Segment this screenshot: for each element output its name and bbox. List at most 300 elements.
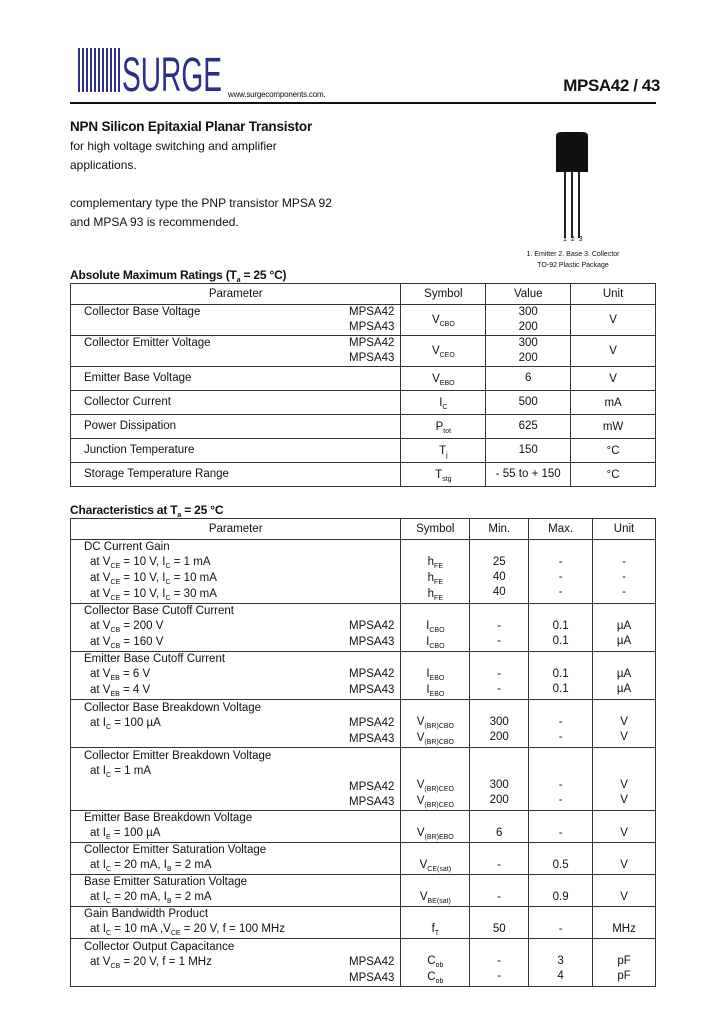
param-cell: [71, 652, 401, 700]
abs-max-table: [70, 283, 656, 487]
condition-text: [84, 826, 160, 842]
table-row: [71, 604, 656, 652]
param-label: Collector Emitter Voltage: [84, 337, 211, 349]
spacer: [401, 907, 469, 922]
symbol-cell: [401, 652, 470, 700]
value-cell: [486, 463, 571, 487]
condition-segment: = 4 V: [119, 684, 151, 696]
col-value: Value: [486, 284, 571, 305]
condition-text: [84, 890, 212, 906]
symbol-letter: I: [426, 636, 430, 648]
max-value: -: [558, 794, 563, 806]
spacer: [593, 604, 655, 619]
param-cell: [71, 843, 401, 875]
param-label: Junction Temperature: [84, 444, 195, 456]
unit-value: pF: [617, 970, 631, 982]
condition-line: [84, 635, 400, 651]
condition-segment: at V: [90, 955, 111, 968]
spacer: [529, 875, 592, 890]
condition-segment: at V: [90, 556, 111, 568]
condition-text: [84, 764, 151, 780]
max-value: -: [558, 731, 563, 743]
value-text: 200: [518, 352, 538, 364]
symbol-subscript: C: [442, 403, 448, 411]
symbol-line: [401, 826, 469, 842]
symbol-line: [401, 619, 469, 635]
symbol-line: [401, 555, 469, 571]
max-value: 4: [557, 970, 564, 982]
condition-segment: at I: [90, 859, 106, 871]
device-title: NPN Silicon Epitaxial Planar Transistor: [70, 119, 313, 134]
param-cell: [71, 336, 401, 367]
symbol-subscript: (BR)CEO: [424, 802, 454, 809]
symbol-subscript: (BR)CBO: [424, 723, 454, 730]
param-label: Collector Base Voltage: [84, 306, 201, 318]
condition-segment: = 10 mA ,V: [111, 923, 171, 935]
param-title: Collector Emitter Saturation Voltage: [84, 844, 267, 856]
spacer: [529, 748, 592, 763]
table-row: [71, 843, 656, 875]
symbol-letter: V: [416, 827, 425, 839]
condition-line: [84, 764, 400, 780]
symbol-subscript: CBO: [429, 627, 445, 634]
unit-value: -: [622, 556, 626, 568]
symbol-line: [401, 763, 469, 778]
unit-cell: °C: [571, 463, 656, 487]
symbol-cell: [401, 907, 470, 939]
symbol-letter: h: [427, 572, 435, 584]
condition-segment: = 10 mA: [170, 572, 217, 584]
condition-line: [84, 971, 400, 986]
symbol-subscript: FE: [434, 579, 443, 586]
variant-label: MPSA43: [348, 636, 395, 648]
symbol-line: [401, 954, 469, 970]
condition-text: [84, 635, 163, 651]
symbol-subscript: stg: [442, 475, 452, 483]
variant-label: MPSA43: [349, 321, 395, 333]
symbol-subscript: EBO: [429, 691, 445, 698]
condition-text: [84, 587, 217, 603]
spacer: [593, 748, 655, 763]
symbol-letter: I: [426, 668, 430, 680]
condition-segment: = 20 V, f = 100 MHz: [180, 923, 285, 935]
table-row: [71, 463, 656, 487]
spacer: [401, 604, 469, 619]
table-row: [71, 748, 656, 811]
max-value: -: [558, 827, 563, 839]
param-cell: [71, 463, 401, 487]
table-row: [71, 907, 656, 939]
table-row: [71, 652, 656, 700]
spacer: [529, 700, 592, 715]
subscript: C: [165, 595, 171, 602]
condition-line: [84, 555, 400, 571]
symbol-line: [401, 587, 469, 603]
condition-line: [84, 716, 400, 732]
symbol-cell: [401, 875, 470, 907]
symbol-cell: [401, 367, 486, 391]
subscript: CE: [110, 563, 121, 570]
param-cell: [71, 748, 401, 811]
unit-value: -: [622, 571, 626, 583]
variant-label: MPSA42: [348, 780, 395, 793]
max-cell: [529, 907, 593, 939]
symbol-line: [401, 683, 469, 699]
unit-value: [593, 763, 655, 778]
col-parameter: Parameter: [71, 284, 401, 305]
condition-line: [84, 587, 400, 603]
condition-text: [84, 922, 285, 938]
value-text: 6: [525, 372, 532, 384]
symbol-cell: [401, 540, 470, 604]
unit-cell: [593, 811, 656, 843]
min-cell: [470, 748, 529, 811]
max-cell: [529, 875, 593, 907]
characteristics-title: Characteristics at $T_a = 25$ °C: [70, 503, 224, 519]
max-value: 0.1: [552, 620, 569, 632]
unit-value: MHz: [612, 923, 636, 935]
symbol-line: [401, 890, 469, 906]
col-symbol: Symbol: [401, 284, 486, 305]
min-cell: [470, 540, 529, 604]
unit-value: V: [620, 859, 628, 871]
col-max: Max.: [529, 519, 593, 540]
table-header-row: [71, 519, 656, 540]
condition-line: [84, 683, 400, 699]
condition-segment: = 20 V, f = 1 MHz: [120, 955, 212, 968]
unit-cell: [593, 540, 656, 604]
symbol-subscript: (BR)EBO: [424, 834, 454, 841]
symbol-letter: I: [439, 396, 443, 409]
variant-label: MPSA42: [348, 620, 395, 632]
subscript: C: [105, 866, 112, 873]
min-cell: [470, 811, 529, 843]
spacer: [401, 875, 469, 890]
subscript: C: [165, 563, 171, 570]
symbol-line: [401, 635, 469, 651]
symbol-subscript: CBO: [429, 643, 445, 650]
condition-segment: at V: [90, 620, 111, 632]
subscript: C: [105, 930, 112, 937]
value-text: 500: [518, 396, 538, 408]
param-cell: [71, 367, 401, 391]
min-cell: [470, 700, 529, 748]
unit-cell: V: [571, 336, 656, 367]
spacer: [529, 652, 592, 667]
min-value: 6: [496, 827, 503, 839]
param-wrap: [84, 305, 400, 335]
param-wrap: [84, 443, 400, 458]
condition-blank: [90, 972, 93, 984]
unit-value: V: [620, 891, 628, 903]
condition-segment: at V: [90, 668, 111, 680]
variant-list: [349, 305, 394, 335]
symbol-cell: [401, 748, 470, 811]
condition-segment: at V: [90, 684, 111, 696]
variant-label: MPSA43: [348, 971, 395, 984]
unit-value: µA: [616, 683, 632, 695]
spacer: [470, 811, 528, 826]
symbol-letter: C: [427, 955, 436, 967]
param-cell: [71, 415, 401, 439]
symbol-cell: [401, 463, 486, 487]
condition-text: [84, 795, 93, 810]
condition-line: [84, 571, 400, 587]
spacer: [470, 939, 528, 954]
condition-line: [84, 732, 400, 747]
symbol-line: [401, 922, 469, 938]
condition-segment: = 30 mA: [170, 588, 217, 600]
symbol-cell: [401, 439, 486, 463]
condition-segment: = 20 mA, I: [111, 891, 167, 903]
unit-value: V: [620, 731, 628, 743]
condition-text: [84, 555, 211, 571]
variant-label: MPSA42: [348, 668, 395, 680]
subscript: CE: [170, 930, 181, 937]
spacer: [593, 652, 655, 667]
param-title: Collector Output Capacitance: [84, 940, 235, 953]
param-cell: [71, 907, 401, 939]
param-cell: [71, 439, 401, 463]
min-value: -: [497, 635, 502, 647]
condition-text: [84, 955, 212, 971]
min-value: 40: [492, 571, 506, 583]
table-row: [71, 540, 656, 604]
min-value: -: [497, 970, 502, 982]
unit-cell: V: [571, 367, 656, 391]
subscript: CE: [110, 579, 121, 586]
symbol-line: [401, 778, 469, 794]
param-wrap: [84, 395, 400, 410]
unit-value: µA: [616, 668, 632, 680]
table-row: [71, 811, 656, 843]
min-value: -: [497, 620, 502, 632]
spacer: [470, 604, 528, 619]
max-value: 3: [557, 955, 564, 967]
condition-text: [84, 667, 150, 683]
symbol-line: [401, 571, 469, 587]
spacer: [593, 843, 655, 858]
min-value: 50: [492, 923, 506, 935]
value-cell: [486, 336, 571, 367]
symbol-cell: [401, 811, 470, 843]
symbol-letter: f: [431, 923, 435, 935]
condition-text: [84, 619, 163, 635]
variant-label: MPSA42: [348, 716, 395, 729]
condition-text: [84, 971, 93, 986]
spacer: [593, 540, 655, 555]
subscript: C: [105, 898, 112, 905]
symbol-letter: V: [416, 732, 425, 744]
symbol-letter: V: [431, 314, 440, 326]
max-value: 0.1: [552, 668, 569, 680]
unit-value: V: [620, 794, 628, 806]
symbol-line: [401, 731, 469, 747]
condition-line: [84, 955, 400, 971]
min-cell: [470, 652, 529, 700]
spacer: [470, 700, 528, 715]
symbol-line: [401, 970, 469, 986]
param-title: Collector Emitter Breakdown Voltage: [84, 749, 272, 762]
max-cell: [529, 652, 593, 700]
subscript: EB: [110, 675, 120, 682]
symbol-line: [401, 794, 469, 810]
symbol-subscript: j: [446, 451, 448, 459]
spacer: [529, 843, 592, 858]
symbol-subscript: (BR)CEO: [424, 786, 454, 793]
unit-cell: [593, 939, 656, 987]
spacer: [401, 811, 469, 826]
condition-line: [84, 667, 400, 683]
max-value: -: [558, 923, 563, 935]
table-row: [71, 305, 656, 336]
spacer: [529, 939, 592, 954]
pin-numbers: 1 2 3: [563, 236, 584, 243]
symbol-line: [401, 858, 469, 874]
condition-segment: = 100 µA: [111, 716, 161, 729]
subscript: C: [165, 579, 171, 586]
spacer: [470, 907, 528, 922]
condition-segment: at I: [90, 764, 106, 777]
symbol-cell: [401, 336, 486, 367]
table-row: [71, 939, 656, 987]
spacer: [593, 875, 655, 890]
max-cell: [529, 811, 593, 843]
param-cell: [71, 540, 401, 604]
min-cell: [470, 939, 529, 987]
param-cell: [71, 305, 401, 336]
spacer: [529, 604, 592, 619]
spacer: [401, 652, 469, 667]
condition-line: [84, 858, 400, 874]
characteristics-table: [70, 518, 656, 987]
unit-cell: V: [571, 305, 656, 336]
condition-segment: at I: [90, 716, 106, 729]
variant-list: [349, 336, 394, 366]
package-caption: 1. Emitter 2. Base 3. Collector TO-92 Plastic Package: [526, 251, 620, 269]
min-value: 40: [492, 586, 506, 598]
spacer: [401, 700, 469, 715]
param-label: Collector Current: [84, 396, 171, 408]
param-title: Collector Base Cutoff Current: [84, 605, 234, 617]
description-text: for high voltage switching and amplifier applications.: [70, 139, 277, 172]
max-cell: [529, 939, 593, 987]
symbol-subscript: BE(sat): [427, 898, 451, 905]
param-cell: [71, 939, 401, 987]
complementary-note: complementary type the PNP transistor MPSA 92 and MPSA 93 is recommended.: [70, 196, 332, 229]
value-cell: [486, 439, 571, 463]
condition-segment: = 100 µA: [110, 827, 161, 839]
symbol-subscript: CBO: [439, 321, 455, 328]
min-cell: [470, 843, 529, 875]
symbol-cell: [401, 939, 470, 987]
condition-segment: = 160 V: [120, 636, 164, 648]
symbol-cell: [401, 604, 470, 652]
min-value: [470, 763, 528, 778]
symbol-subscript: EBO: [439, 379, 455, 387]
variant-label: MPSA43: [349, 352, 395, 364]
unit-value: V: [620, 716, 628, 728]
param-wrap: [84, 467, 400, 482]
min-value: -: [497, 668, 502, 680]
unit-cell: [593, 700, 656, 748]
unit-cell: °C: [571, 439, 656, 463]
condition-segment: at V: [90, 588, 111, 600]
spacer: [593, 811, 655, 826]
subscript: B: [166, 866, 172, 873]
max-cell: [529, 748, 593, 811]
max-value: 0.5: [552, 859, 569, 871]
value-text: 300: [518, 337, 538, 349]
subscript: B: [166, 898, 172, 905]
condition-segment: = 1 mA: [170, 556, 211, 568]
max-value: [529, 763, 592, 778]
condition-line: [84, 922, 400, 938]
symbol-subscript: (BR)CBO: [424, 739, 454, 746]
max-value: 0.1: [552, 635, 569, 647]
unit-cell: [593, 907, 656, 939]
condition-line: [84, 826, 400, 842]
symbol-line: [401, 667, 469, 683]
param-cell: [71, 875, 401, 907]
value-text: 625: [518, 420, 538, 432]
unit-cell: mW: [571, 415, 656, 439]
param-title: DC Current Gain: [84, 541, 170, 553]
table-row: [71, 439, 656, 463]
unit-value: V: [620, 827, 628, 839]
param-title: Base Emitter Saturation Voltage: [84, 876, 248, 888]
condition-blank: [90, 796, 93, 808]
condition-text: [84, 571, 217, 587]
condition-line: [84, 890, 400, 906]
symbol-subscript: ob: [435, 978, 444, 985]
symbol-letter: V: [416, 779, 425, 791]
table-row: [71, 415, 656, 439]
variant-label: MPSA42: [349, 306, 395, 318]
condition-text: [84, 858, 212, 874]
symbol-letter: V: [419, 891, 428, 903]
condition-line: [84, 795, 400, 810]
unit-cell: [593, 604, 656, 652]
table-header-row: [71, 284, 656, 305]
spacer: [470, 540, 528, 555]
spacer: [529, 540, 592, 555]
col-symbol: Symbol: [401, 519, 470, 540]
max-value: -: [558, 556, 563, 568]
variant-label: MPSA42: [348, 955, 395, 968]
min-cell: [470, 604, 529, 652]
spacer: [401, 843, 469, 858]
symbol-subscript: CE(sat): [427, 866, 452, 873]
symbol-cell: [401, 305, 486, 336]
min-value: -: [497, 891, 502, 903]
min-value: 200: [489, 731, 509, 743]
param-cell: [71, 811, 401, 843]
max-value: 0.9: [552, 891, 569, 903]
symbol-letter: V: [431, 345, 440, 357]
condition-segment: = 2 mA: [171, 891, 212, 903]
unit-cell: [593, 875, 656, 907]
param-label: Power Dissipation: [84, 420, 177, 432]
value-cell: [486, 305, 571, 336]
condition-segment: = 10 V, I: [120, 572, 166, 584]
condition-line: [84, 780, 400, 795]
symbol-letter: h: [427, 556, 435, 568]
min-value: 25: [492, 556, 506, 568]
table-row: [71, 700, 656, 748]
max-cell: [529, 843, 593, 875]
value-cell: [486, 391, 571, 415]
